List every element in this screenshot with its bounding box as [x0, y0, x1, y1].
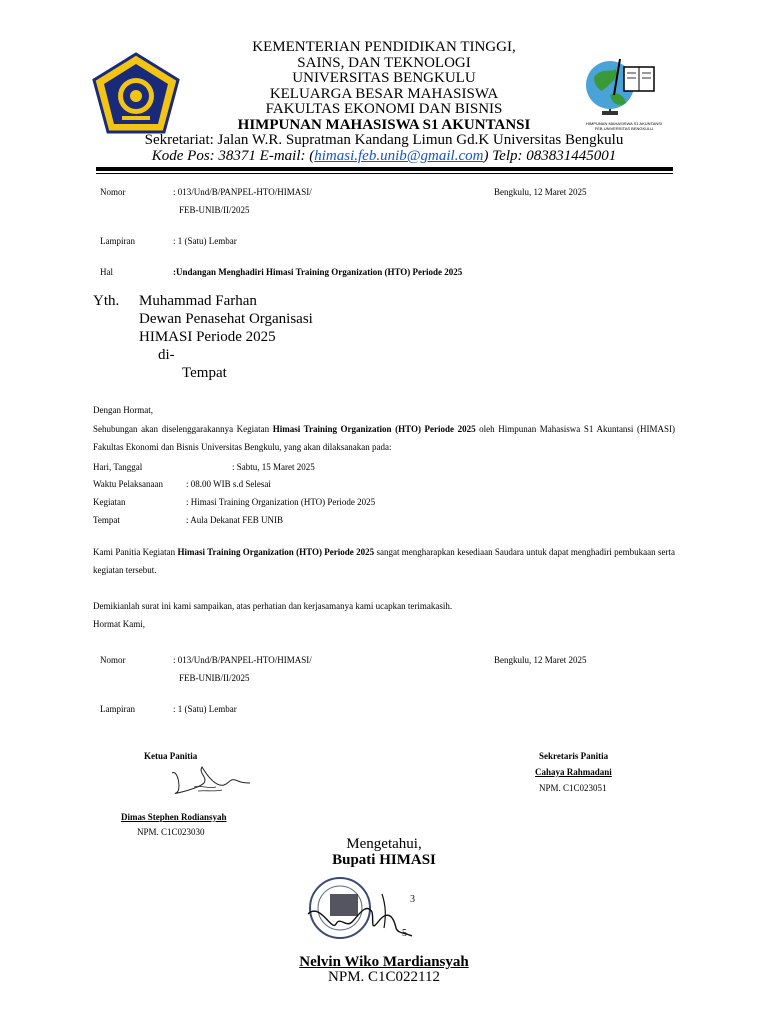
- closing-regards: Hormat Kami,: [93, 619, 145, 629]
- lampiran-label: Lampiran: [100, 704, 135, 714]
- paragraph-intro: Sehubungan akan diselenggarakannya Kegiatan Himasi Training Organization (HTO) Periode 2025 oleh Himpunan Mahasiswa S1 Akuntansi (HIMASI): [93, 424, 676, 434]
- detail-label: Kegiatan: [93, 497, 126, 507]
- detail-value: : Aula Dekanat FEB UNIB: [186, 515, 283, 525]
- closing-sentence: Demikianlah surat ini kami sampaikan, atas perhatian dan kerjasamanya kami ucapkan terimakasih.: [93, 601, 453, 611]
- letterhead-org: HIMPUNAN MAHASISWA S1 AKUNTANSI: [237, 116, 531, 133]
- sekretaris-name: Cahaya Rahmadani: [535, 767, 612, 777]
- letter-date: Bengkulu, 12 Maret 2025: [494, 655, 587, 665]
- detail-value: : Sabtu, 15 Maret 2025: [232, 462, 315, 472]
- nomor-value: : 013/Und/B/PANPEL-HTO/HIMASI/: [173, 655, 312, 665]
- letterhead-line: SAINS, DAN TEKNOLOGI: [297, 54, 471, 71]
- recipient-name: Muhammad Farhan: [139, 293, 257, 309]
- nomor-label: Nomor: [100, 187, 126, 197]
- letterhead-line: KELUARGA BESAR MAHASISWA: [269, 85, 499, 102]
- svg-text:3: 3: [410, 894, 415, 905]
- bupati-npm: NPM. C1C022112: [328, 969, 440, 985]
- email-link[interactable]: himasi.feb.unib@gmail.com: [314, 148, 484, 164]
- paragraph-request: Kami Panitia Kegiatan Himasi Training Organization (HTO) Periode 2025 sangat mengharapkan kesediaan Saudara untuk dapat menghadiri pembukaan serta: [93, 547, 675, 557]
- hal-label: Hal: [100, 267, 113, 277]
- detail-value: : 08.00 WIB s.d Selesai: [186, 479, 271, 489]
- letterhead-contact: Kode Pos: 38371 E-mail: (himasi.feb.unib@gmail.com) Telp: 083831445001: [151, 148, 617, 164]
- lampiran-value: : 1 (Satu) Lembar: [173, 704, 237, 714]
- letterhead-line: UNIVERSITAS BENGKULU: [292, 70, 476, 86]
- ketua-title: Ketua Panitia: [144, 751, 198, 761]
- lampiran-label: Lampiran: [100, 236, 135, 246]
- recipient-di: di-: [158, 347, 175, 363]
- sekretaris-title: Sekretaris Panitia: [539, 751, 609, 761]
- detail-value: : Himasi Training Organization (HTO) Periode 2025: [186, 497, 376, 507]
- bupati-stamp-signature: [300, 872, 430, 954]
- nomor-label: Nomor: [100, 655, 126, 665]
- recipient-role: Dewan Penasehat Organisasi: [139, 311, 313, 327]
- paragraph-intro-line2: Fakultas Ekonomi dan Bisnis Universitas Bengkulu, yang akan dilaksanakan pada:: [93, 442, 392, 452]
- header-divider: [96, 167, 673, 171]
- nomor-value-cont: FEB-UNIB/II/2025: [179, 205, 250, 215]
- nomor-value-cont: FEB-UNIB/II/2025: [179, 673, 250, 683]
- hal-value: :Undangan Menghadiri Himasi Training Organization (HTO) Periode 2025: [173, 267, 463, 277]
- lampiran-value: : 1 (Satu) Lembar: [173, 236, 237, 246]
- svg-text:5: 5: [402, 928, 407, 939]
- nomor-value: : 013/Und/B/PANPEL-HTO/HIMASI/: [173, 187, 312, 197]
- detail-label: Tempat: [93, 515, 120, 525]
- ketua-npm: NPM. C1C023030: [137, 827, 205, 837]
- header-divider-thin: [96, 173, 673, 174]
- bupati-title: Bupati HIMASI: [332, 852, 436, 868]
- sekretaris-npm: NPM. C1C023051: [539, 783, 607, 793]
- detail-label: Waktu Pelaksanaan: [93, 479, 164, 489]
- ketua-signature: [168, 763, 252, 799]
- letterhead-line: KEMENTERIAN PENDIDIKAN TINGGI,: [252, 39, 516, 55]
- letter-date: Bengkulu, 12 Maret 2025: [494, 187, 587, 197]
- himasi-logo-text: HIMPUNAN MAHASISWA S1 AKUNTANSI FEB UNIVERSITAS BENGKULU: [586, 121, 663, 131]
- recipient-org: HIMASI Periode 2025: [139, 329, 276, 345]
- letterhead-line: FAKULTAS EKONOMI DAN BISNIS: [265, 101, 503, 117]
- recipient-tempat: Tempat: [182, 365, 227, 381]
- mengetahui-label: Mengetahui,: [346, 836, 422, 852]
- ketua-name: Dimas Stephen Rodiansyah: [121, 812, 227, 822]
- greeting: Dengan Hormat,: [93, 405, 153, 415]
- detail-label: Hari, Tanggal: [93, 462, 143, 472]
- yth-label: Yth.: [93, 293, 120, 309]
- bupati-name: Nelvin Wiko Mardiansyah: [299, 954, 469, 970]
- paragraph-request-line2: kegiatan tersebut.: [93, 565, 157, 575]
- letterhead-address: Sekretariat: Jalan W.R. Supratman Kandang Limun Gd.K Universitas Bengkulu: [144, 132, 624, 148]
